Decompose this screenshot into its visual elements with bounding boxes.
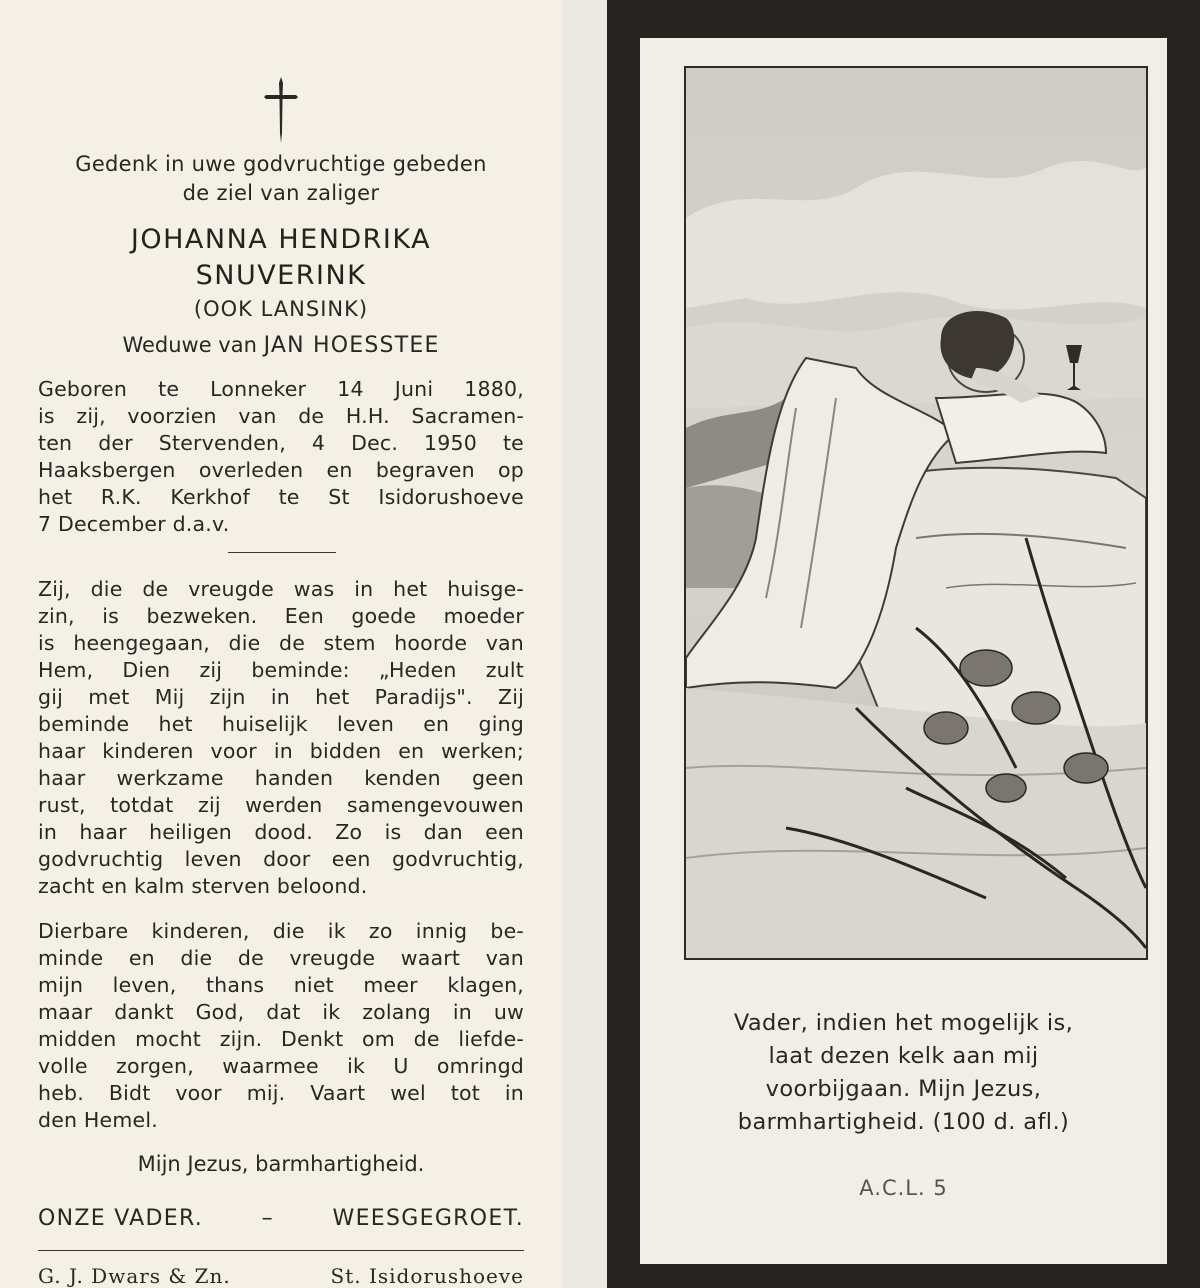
deceased-first-names: JOHANNA HENDRIKA <box>130 224 432 255</box>
devotional-illustration <box>684 66 1148 960</box>
bottom-divider <box>38 1250 524 1251</box>
eulogy-line: gij met Mij zijn in het Paradijs". Zij <box>38 685 524 709</box>
eulogy-line: zin, is bezweken. Een goede moeder <box>38 604 524 628</box>
deceased-alias: (OOK LANSINK) <box>193 297 369 321</box>
farewell-line: Dierbare kinderen, die ik zo innig be- <box>38 919 524 943</box>
farewell-line: volle zorgen, waarmee ik U omringd <box>38 1054 524 1078</box>
invocation-line-1: Gedenk in uwe godvruchtige gebeden <box>75 152 487 176</box>
eulogy-line: beminde het huiselijk leven en ging <box>38 712 524 736</box>
eulogy-line: in haar heiligen dood. Zo is dan een <box>38 820 524 844</box>
verse-line: laat dezen kelk aan mij <box>768 1043 1039 1069</box>
farewell-line: heb. Bidt voor mij. Vaart wel tot in <box>38 1081 524 1105</box>
bio-line: 7 December d.a.v. <box>38 512 230 536</box>
widow-prefix: Weduwe van <box>122 333 257 357</box>
farewell-paragraph <box>38 918 524 1134</box>
card-inner-panel <box>640 38 1167 1264</box>
bio-line: Haaksbergen overleden en begraven op <box>38 458 524 482</box>
widow-line <box>30 333 532 358</box>
prayer-line <box>38 1206 524 1231</box>
printer-location: St. Isidorushoeve <box>330 1264 524 1288</box>
biography-paragraph <box>38 376 524 538</box>
printer-imprint <box>38 1264 524 1288</box>
bio-line: ten der Stervenden, 4 Dec. 1950 te <box>38 431 524 455</box>
prayer-onze-vader: ONZE VADER. <box>38 1206 204 1231</box>
invocation-line-2: de ziel van zaliger <box>182 181 380 205</box>
farewell-line: den Hemel. <box>38 1108 158 1132</box>
eulogy-line: godvruchtig leven door een godvruchtig, <box>38 847 524 871</box>
section-divider <box>228 552 336 553</box>
farewell-line: mijn leven, thans niet meer klagen, <box>38 973 524 997</box>
bio-line: het R.K. Kerkhof te St Isidorushoeve <box>38 485 524 509</box>
closing-motto: Mijn Jezus, barmhartigheid. <box>137 1152 425 1176</box>
eulogy-line: haar kinderen voor in bidden en werken; <box>38 739 524 763</box>
verse-line: Vader, indien het mogelijk is, <box>733 1010 1074 1036</box>
verse-line: barmhartigheid. (100 d. afl.) <box>737 1109 1070 1135</box>
farewell-line: midden mocht zijn. Denkt om de liefde- <box>38 1027 524 1051</box>
memorial-card-text-side <box>0 0 562 1288</box>
husband-name: JAN HOESSTEE <box>263 333 440 358</box>
praying-figure-illustration <box>686 68 1146 958</box>
eulogy-line: Hem, Dien zij beminde: „Heden zult <box>38 658 524 682</box>
eulogy-line: Zij, die de vreugde was in het huisge- <box>38 577 524 601</box>
cross-icon <box>262 75 300 145</box>
eulogy-paragraph <box>38 576 524 900</box>
prayer-separator: – <box>261 1206 274 1231</box>
printer-name: G. J. Dwars & Zn. <box>38 1264 231 1288</box>
memorial-card-image-side <box>607 0 1200 1288</box>
farewell-line: minde en die de vreugde waart van <box>38 946 524 970</box>
verse-line: voorbijgaan. Mijn Jezus, <box>765 1076 1042 1102</box>
eulogy-line: is heengegaan, die de stem hoorde van <box>38 631 524 655</box>
eulogy-line: rust, totdat zij werden samengevouwen <box>38 793 524 817</box>
eulogy-line: zacht en kalm sterven beloond. <box>38 874 368 898</box>
farewell-line: maar dankt God, dat ik zolang in uw <box>38 1000 524 1024</box>
prayer-weesgegroet: WEESGEGROET. <box>332 1206 524 1231</box>
eulogy-line: haar werkzame handen kenden geen <box>38 766 524 790</box>
deceased-surname: SNUVERINK <box>195 260 367 291</box>
card-code: A.C.L. 5 <box>859 1176 948 1200</box>
bio-line: Geboren te Lonneker 14 Juni 1880, <box>38 377 524 401</box>
bio-line: is zij, voorzien van de H.H. Sacramen- <box>38 404 524 428</box>
